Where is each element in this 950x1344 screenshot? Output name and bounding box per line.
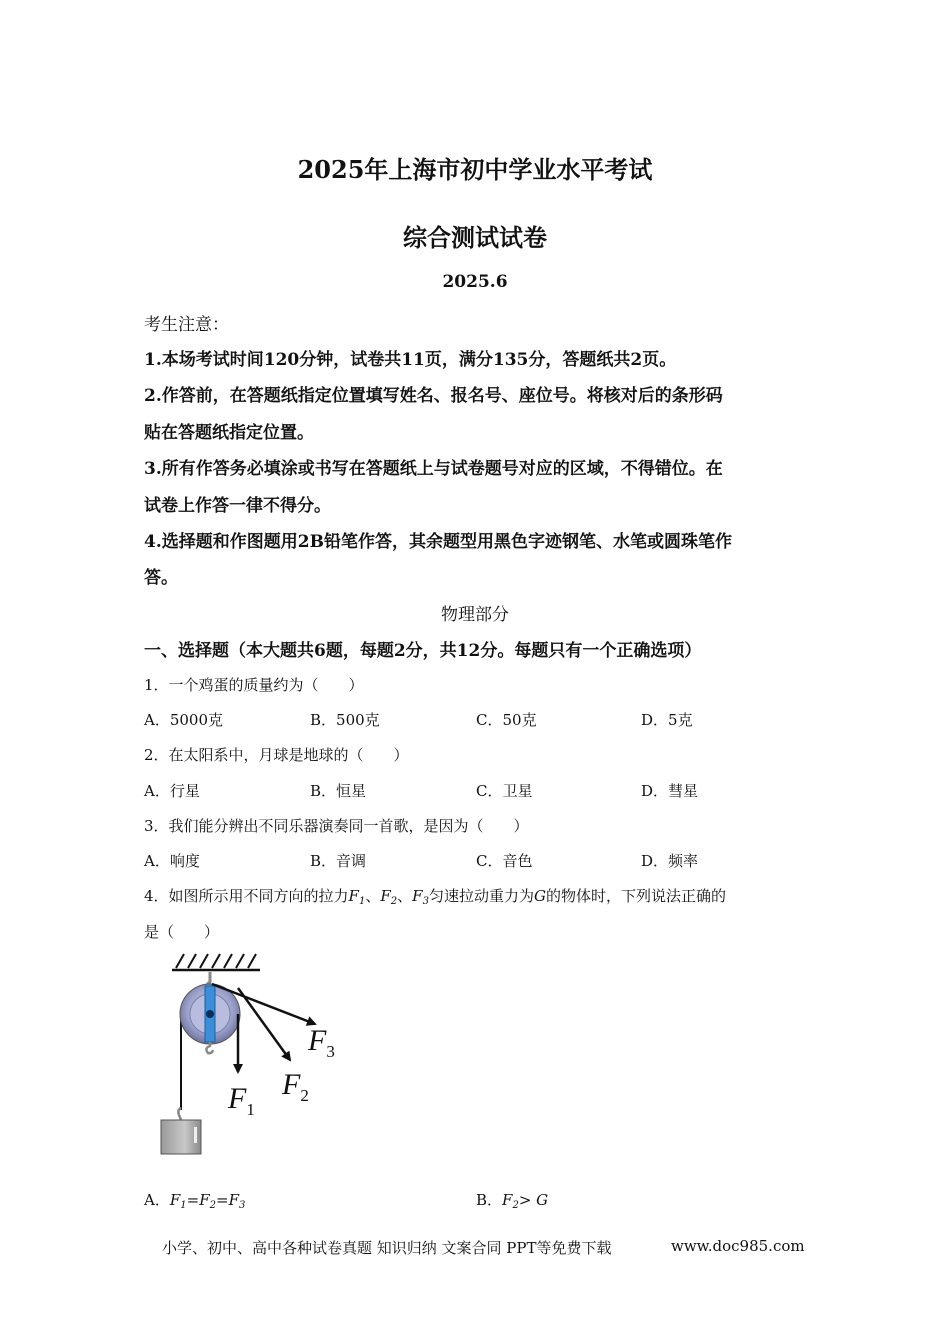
- label-f1-subscript: 1: [246, 1100, 255, 1119]
- part-title: 物理部分: [441, 605, 509, 625]
- q4-f2-subscript: 2: [390, 896, 398, 907]
- arrow-f2: [238, 988, 290, 1060]
- question-3-option-b: B．音调: [310, 852, 367, 870]
- notice-item-3-cont: 试卷上作答一律不得分。: [144, 496, 331, 516]
- notice-item-2-cont: 贴在答题纸指定位置。: [144, 423, 314, 443]
- q4-f3-symbol: F: [412, 887, 423, 905]
- q4-option-b-gt: >: [518, 1191, 537, 1209]
- question-4-option-a: [144, 1189, 245, 1211]
- q4-option-a-eq2: =: [216, 1191, 229, 1209]
- footer-url[interactable]: www.doc985.com: [671, 1237, 805, 1255]
- notice-item-4-cont: 答。: [144, 568, 178, 588]
- question-1-option-d: D．5克: [641, 711, 693, 729]
- q4-f2-symbol: F: [380, 887, 391, 905]
- q4-option-b-f2: F: [502, 1191, 513, 1209]
- section-heading: 一、选择题（本大题共6题，每题2分，共12分。每题只有一个正确选项）: [144, 641, 702, 661]
- label-f1: [227, 1082, 255, 1119]
- question-1-option-b: B．500克: [310, 711, 380, 729]
- q4-option-a-sub3: 3: [239, 1200, 246, 1211]
- label-f3-subscript: 3: [326, 1042, 335, 1061]
- q4-option-a-sub1: 1: [180, 1200, 187, 1211]
- question-4-stem-cont: 是（ ）: [144, 923, 220, 941]
- q4-f3-subscript: 3: [422, 896, 429, 907]
- q4-stem-prefix: 4．如图所示用不同方向的拉力: [144, 887, 349, 905]
- question-4-stem: [144, 885, 726, 907]
- question-2-option-c: C．卫星: [476, 782, 533, 800]
- label-f2-symbol: F: [282, 1068, 301, 1101]
- exam-subtitle: 综合测试试卷: [403, 223, 547, 252]
- question-1-option-a: A．5000克: [144, 711, 224, 729]
- q4-f1-subscript: 1: [358, 896, 366, 907]
- exam-date: 2025.6: [442, 272, 508, 292]
- question-1-stem: 1．一个鸡蛋的质量约为（ ）: [144, 676, 364, 694]
- notice-item-4: 4.选择题和作图题用2B铅笔作答，其余题型用黑色字迹钢笔、水笔或圆珠笔作: [144, 532, 732, 552]
- q4-f1-symbol: F: [348, 887, 359, 905]
- q4-option-a-letter: A．: [144, 1191, 170, 1209]
- label-f3-symbol: F: [308, 1024, 327, 1057]
- q4-option-b-g: G: [536, 1191, 549, 1209]
- label-f3: [307, 1024, 335, 1061]
- notice-item-2: 2.作答前，在答题纸指定位置填写姓名、报名号、座位号。将核对后的条形码: [144, 386, 723, 406]
- exam-title: 2025年上海市初中学业水平考试: [297, 155, 653, 184]
- question-2-option-a: A．行星: [144, 782, 200, 800]
- footer-text: 小学、初中、高中各种试卷真题 知识归纳 文案合同 PPT等免费下载: [162, 1239, 612, 1257]
- q4-separator-1: 、: [365, 887, 381, 905]
- q4-g-symbol: G: [533, 887, 546, 905]
- q4-option-b-sub2: 2: [512, 1200, 519, 1211]
- label-f2-subscript: 2: [300, 1086, 309, 1105]
- pulley-figure: [150, 948, 370, 1163]
- label-f1-symbol: F: [228, 1082, 247, 1115]
- q4-separator-2: 、: [397, 887, 413, 905]
- notice-item-1: 1.本场考试时间120分钟，试卷共11页，满分135分，答题纸共2页。: [144, 350, 677, 370]
- question-2-option-d: D．彗星: [641, 782, 699, 800]
- notice-item-3: 3.所有作答务必填涂或书写在答题纸上与试卷题号对应的区域，不得错位。在: [144, 459, 723, 479]
- question-3-option-d: D．频率: [641, 852, 699, 870]
- question-2-stem: 2．在太阳系中，月球是地球的（ ）: [144, 746, 409, 764]
- question-3-option-a: A．响度: [144, 852, 200, 870]
- q4-option-a-f2: F: [199, 1191, 210, 1209]
- notice-heading: 考生注意：: [144, 315, 229, 335]
- question-3-option-c: C．音色: [476, 852, 533, 870]
- question-2-option-b: B．恒星: [310, 782, 367, 800]
- q4-option-b-letter: B．: [476, 1191, 503, 1209]
- q4-stem-suffix: 的物体时，下列说法正确的: [545, 887, 726, 905]
- q4-option-a-f3: F: [228, 1191, 240, 1209]
- q4-option-a-f1: F: [169, 1191, 181, 1209]
- q4-option-a-eq1: =: [186, 1191, 200, 1209]
- question-3-stem: 3．我们能分辨出不同乐器演奏同一首歌，是因为（ ）: [144, 817, 529, 835]
- q4-option-a-sub2: 2: [209, 1200, 217, 1211]
- question-4-option-b: [476, 1189, 548, 1211]
- ceiling-icon: [172, 954, 260, 970]
- label-f2: [281, 1068, 309, 1105]
- question-1-option-c: C．50克: [476, 711, 537, 729]
- pulley-wheel-icon: [180, 984, 240, 1044]
- q4-stem-mid: 匀速拉动重力为: [428, 887, 534, 905]
